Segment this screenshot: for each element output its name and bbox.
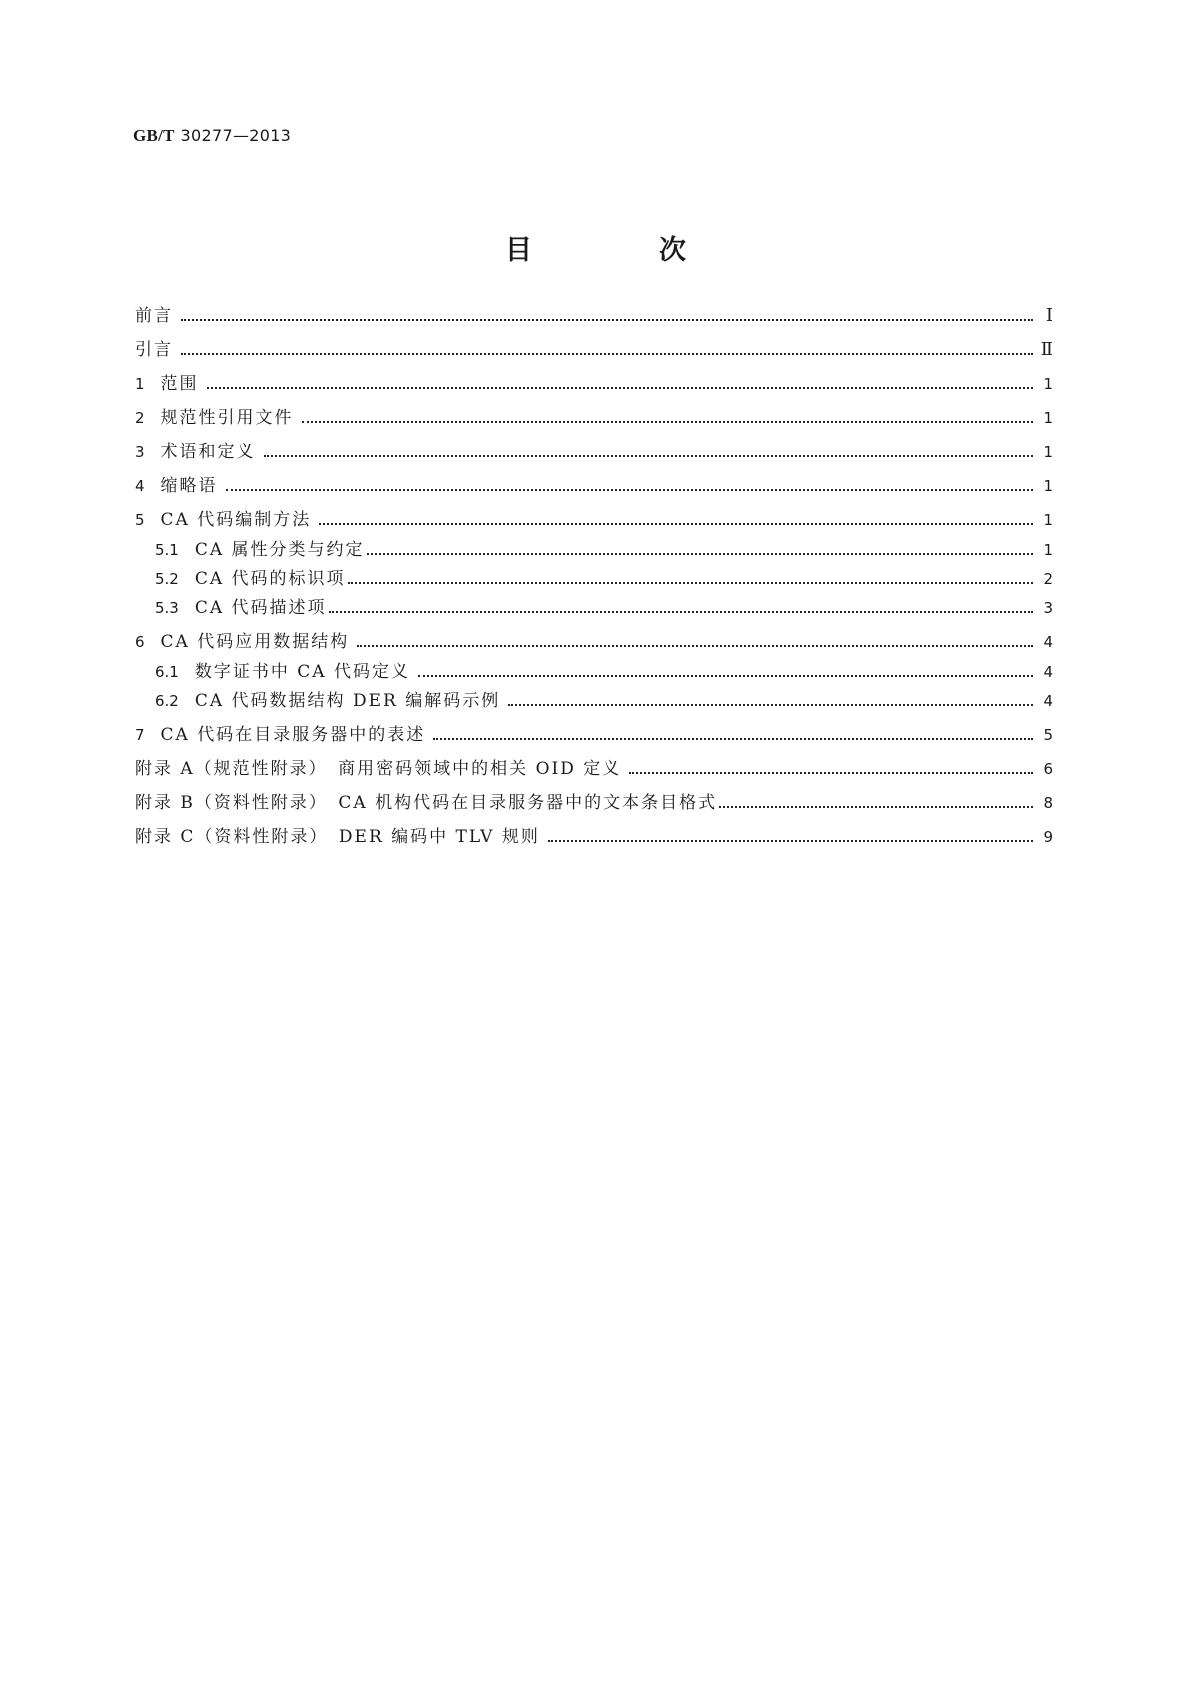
toc-leader-dots	[181, 303, 1033, 321]
toc-entry-number: 6.2	[155, 692, 179, 710]
toc-entry-number: 2	[135, 409, 145, 427]
toc-leader-dots	[719, 790, 1033, 808]
toc-entry-page: 2	[1043, 570, 1053, 588]
toc-leader-dots	[548, 824, 1033, 842]
toc-entry-label: CA 代码编制方法	[160, 510, 312, 530]
toc-leader-dots	[329, 595, 1033, 613]
toc-entry-number: 4	[135, 477, 145, 495]
toc-entry-number: 1	[135, 375, 145, 393]
toc-entry-page: 6	[1043, 760, 1053, 778]
toc-entry-6[interactable]	[135, 632, 1053, 652]
toc-leader-dots	[418, 659, 1033, 677]
toc-entry-page: 1	[1043, 443, 1053, 461]
toc-leader-dots	[508, 688, 1033, 706]
toc-leader-dots	[367, 537, 1033, 555]
toc-entry-7[interactable]	[135, 725, 1053, 745]
toc-entry-label: 规范性引用文件	[160, 408, 294, 428]
toc-entry-page: 1	[1043, 511, 1053, 529]
toc-leader-dots	[357, 629, 1033, 647]
toc-entry-page: 1	[1043, 375, 1053, 393]
toc-entry-2[interactable]	[135, 408, 1053, 428]
toc-entry-label: 前言	[135, 306, 173, 326]
toc-entry-introduction[interactable]	[135, 340, 1053, 360]
toc-entry-number: 5.3	[155, 599, 179, 617]
toc-leader-dots	[181, 337, 1033, 355]
toc-entry-number: 5.2	[155, 570, 179, 588]
toc-entry-number: 5	[135, 511, 145, 529]
toc-entry-page: 4	[1043, 633, 1053, 651]
toc-entry-label: 范围	[160, 374, 199, 394]
toc-entry-label: 引言	[135, 340, 173, 360]
table-of-contents	[135, 0, 1053, 1684]
toc-entry-page: 1	[1043, 409, 1053, 427]
toc-leader-dots	[302, 405, 1033, 423]
toc-entry-page: 5	[1043, 726, 1053, 744]
toc-entry-label: CA 属性分类与约定	[194, 540, 365, 560]
toc-entry-label: CA 代码的标识项	[194, 569, 346, 589]
toc-leader-dots	[433, 722, 1033, 740]
toc-entry-label: 附录 B（资料性附录） CA 机构代码在目录服务器中的文本条目格式	[135, 793, 718, 813]
toc-entry-1[interactable]	[135, 374, 1053, 394]
toc-entry-page: Ⅰ	[1045, 305, 1053, 326]
toc-entry-number: 7	[135, 726, 145, 744]
toc-entry-label: CA 代码应用数据结构	[160, 632, 350, 652]
toc-entry-label: CA 代码在目录服务器中的表述	[160, 725, 426, 745]
toc-entry-page: 8	[1043, 794, 1053, 812]
toc-leader-dots	[226, 473, 1033, 491]
toc-entry-number: 6	[135, 633, 145, 651]
toc-entry-label: 缩略语	[160, 476, 218, 496]
standard-number: 30277—2013	[180, 126, 292, 145]
standard-prefix: GB/T	[133, 126, 175, 145]
toc-entry-page: 1	[1043, 541, 1053, 559]
toc-entry-page: 1	[1043, 477, 1053, 495]
toc-entry-label: CA 代码数据结构 DER 编解码示例	[194, 691, 501, 711]
toc-entry-5-3[interactable]	[155, 598, 1053, 618]
toc-entry-annex-c[interactable]	[135, 827, 1053, 847]
toc-leader-dots	[348, 566, 1033, 584]
toc-entry-3[interactable]	[135, 442, 1053, 462]
toc-entry-page: 4	[1043, 663, 1053, 681]
toc-entry-4[interactable]	[135, 476, 1053, 496]
toc-leader-dots	[319, 507, 1033, 525]
toc-entry-number: 3	[135, 443, 145, 461]
toc-entry-label: CA 代码描述项	[194, 598, 327, 618]
toc-entry-6-1[interactable]	[155, 662, 1053, 682]
toc-entry-label: 附录 A（规范性附录） 商用密码领域中的相关 OID 定义	[135, 759, 622, 779]
toc-entry-page: 3	[1043, 599, 1053, 617]
toc-leader-dots	[629, 756, 1033, 774]
toc-entry-page: Ⅱ	[1040, 339, 1053, 360]
toc-leader-dots	[207, 371, 1033, 389]
toc-entry-6-2[interactable]	[155, 691, 1053, 711]
toc-entry-annex-a[interactable]	[135, 759, 1053, 779]
toc-entry-page: 9	[1043, 828, 1053, 846]
toc-entry-5-1[interactable]	[155, 540, 1053, 560]
toc-title: 目 次	[505, 235, 736, 266]
toc-entry-5[interactable]	[135, 510, 1053, 530]
toc-leader-dots	[264, 439, 1033, 457]
toc-entry-number: 6.1	[155, 663, 179, 681]
toc-entry-page: 4	[1043, 692, 1053, 710]
toc-entry-label: 术语和定义	[160, 442, 256, 462]
toc-entry-annex-b[interactable]	[135, 793, 1053, 813]
toc-entry-label: 数字证书中 CA 代码定义	[194, 662, 410, 682]
toc-entry-label: 附录 C（资料性附录） DER 编码中 TLV 规则	[135, 827, 540, 847]
toc-entry-foreword[interactable]	[135, 306, 1053, 326]
toc-entry-number: 5.1	[155, 541, 179, 559]
toc-entry-5-2[interactable]	[155, 569, 1053, 589]
